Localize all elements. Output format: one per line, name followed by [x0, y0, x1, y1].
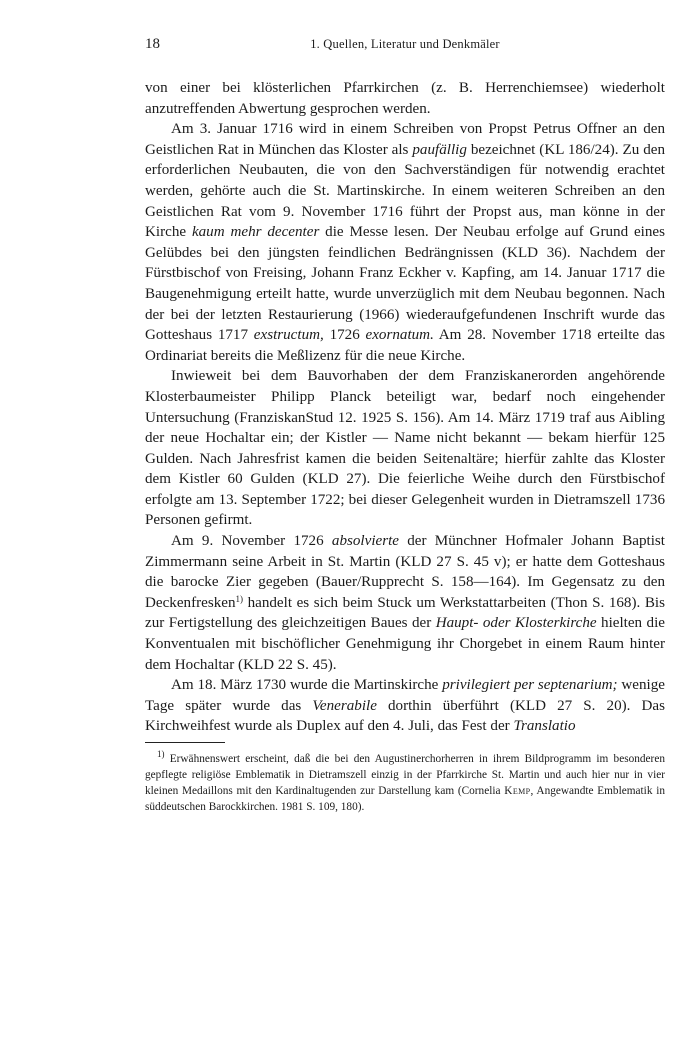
text-run: wenige Tage später wurde das — [145, 677, 665, 714]
paragraph-2 — [145, 119, 665, 366]
text-run: Am 9. November 1726 — [171, 533, 332, 550]
text-run: der Münchner Hofmaler Johann Baptist Zimmermann seine Arbeit in St. Martin (KLD 27 S. 45 v); er hatte dem Gotteshaus die barocke Zier gegeben (Bauer/Rupprecht S. 158—164). Im Gegensatz zu den Deckenfresken — [145, 533, 665, 611]
italic-term: exstructum, — [253, 327, 324, 344]
footnote-text: , Angewandte Emblematik in süddeutschen Barockkirchen. 1981 S. 109, 180). — [145, 784, 665, 813]
text-run: bezeichnet (KL 186/24). Zu den erforderlichen Neubauten, die von den Sachverständigen für notwendig erachtet werden, gehörte auch die St. Martinskirche. In einem weiteren Schreiben an den Geistlichen Rat vom 9. November 1716 führt der Propst aus, man könne in der Kirche — [145, 141, 666, 241]
footnote-text: Erwähnenswert erscheint, daß die bei den Augustinerchorherren in ihrem Bildprogramm im besonderen gepflegte religiöse Emblematik in Dietramszell einzig in der Pfarrkirche St. Martin und auch hier nur in vier kleinen Medaillons mit den Kardinaltugenden zur Darstellung kam (Cornelia — [145, 753, 665, 797]
text-run: die Messe lesen. Der Neubau erfolge auf Grund eines Gelübdes bei den jüngsten feindlichen Bedrängnissen (KLD 36). Nachdem der Fürstbischof von Freising, Johann Franz Eckher v. Kapfing, am 14. Januar 1717 die Baugenehmigung erteilt hatte, wurde unverzüglich mit dem Neubau begonnen. Nach der bei der letzten Restaurierung (1966) wiederaufgefundenen Inschrift wurde das Gotteshaus 1717 — [145, 224, 665, 344]
footnote-author: Kemp — [504, 784, 531, 797]
italic-term: privilegiert per septenarium; — [442, 677, 618, 694]
text-run: Inwieweit bei dem Bauvorhaben der dem Franziskanerorden angehörende Klosterbaumeister Philipp Planck beteiligt war, bedarf noch eingehender Untersuchung (FranziskanStud 12. 1925 S. 156). Am 14. März 1719 traf aus Aibling der neue Hochaltar ein; der Kistler — Name nicht bekannt — bekam hierfür 125 Gulden. Nach Jahresfrist kamen die beiden Seitenaltäre; hierfür zahlte das Kloster dem Kistler 60 Gulden (KLD 27). Die feierliche Weihe durch den Fürstbischof erfolgte am 13. September 1722; bei dieser Gelegenheit wurden in Dietramszell 1736 Personen gefirmt. — [145, 368, 665, 529]
footnote-divider — [145, 742, 225, 743]
italic-term: Venerabile — [312, 697, 377, 714]
text-run: 1726 — [323, 327, 366, 344]
text-run: hielten die Konventualen mit bischöflicher Genehmigung ihr Chorgebet in einem Raum hinter dem Hochaltar (KLD 22 S. 45). — [145, 615, 665, 673]
running-head: 1. Quellen, Literatur und Denkmäler — [310, 37, 500, 51]
italic-term: paufällig — [412, 141, 467, 158]
body-text — [145, 78, 665, 737]
text-run: von einer bei klösterlichen Pfarrkirchen (z. B. Herrenchiemsee) wiederholt anzutreffenden Abwertung gesprochen werden. — [145, 80, 665, 117]
text-run: Am 3. Januar 1716 wird in einem Schreiben von Propst Petrus Offner an den Geistlichen Rat in München das Kloster als — [145, 121, 665, 158]
footnote-reference[interactable]: 1) — [235, 593, 244, 604]
page-number: 18 — [145, 36, 160, 52]
paragraph-5 — [145, 675, 665, 737]
footnote-1 — [145, 749, 665, 816]
paragraph-4 — [145, 531, 665, 675]
text-run: Am 18. März 1730 wurde die Martinskirche — [171, 677, 443, 694]
page-header — [145, 36, 665, 58]
italic-term: exornatum. — [365, 327, 434, 344]
italic-term: Haupt- oder Klosterkirche — [435, 615, 597, 632]
page — [145, 36, 665, 816]
italic-term: kaum mehr decenter — [191, 224, 320, 241]
italic-term: absolvierte — [331, 533, 399, 550]
paragraph-1 — [145, 78, 665, 119]
italic-term: Translatio — [513, 718, 576, 735]
text-run: Am 28. November 1718 erteilte das Ordinariat bereits die Meßlizenz für die neue Kirche. — [145, 327, 666, 364]
paragraph-3 — [145, 366, 665, 531]
text-run: handelt es sich beim Stuck um Werkstattarbeiten (Thon S. 168). Bis zur Fertigstellung des gleichzeitigen Baues der — [145, 594, 665, 632]
text-run: dorthin überführt (KLD 27 S. 20). Das Kirchweihfest wurde als Duplex auf den 4. Juli, das Fest der — [145, 697, 665, 735]
footnote-marker: 1) — [157, 749, 165, 759]
